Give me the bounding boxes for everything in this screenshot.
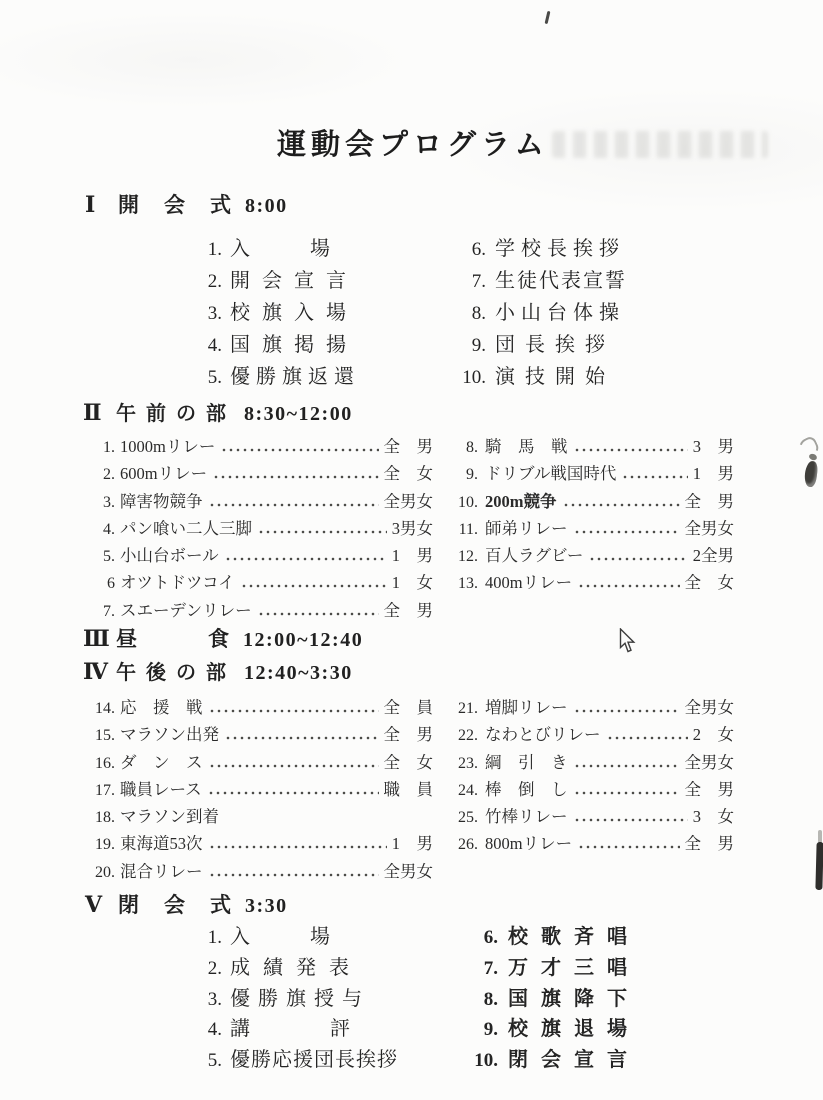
dotted-leader xyxy=(564,503,680,507)
dotted-leader xyxy=(210,845,387,849)
event-name: オツトドツコイ xyxy=(120,573,235,593)
list-item xyxy=(196,951,398,982)
item-number: 6. xyxy=(483,927,498,948)
dotted-leader xyxy=(575,709,680,713)
section-name: 午後の部 xyxy=(116,662,236,684)
section-name: 午前の部 xyxy=(116,403,236,425)
list-item xyxy=(446,951,640,982)
participants: 全 女 xyxy=(684,573,734,593)
list-item xyxy=(446,515,734,542)
ink-smudge-dot xyxy=(808,453,818,461)
item-number: 9. xyxy=(471,335,486,356)
section-name: 開 会 式 xyxy=(118,193,233,217)
item-number: 12. xyxy=(458,548,478,566)
item-number: 7. xyxy=(103,602,115,620)
section-name: 昼 食 xyxy=(116,627,231,651)
participants: 全 男 xyxy=(383,437,433,456)
section-numeral: Ⅲ xyxy=(83,626,110,652)
dotted-leader xyxy=(226,736,379,740)
event-name: 師弟リレー xyxy=(485,518,568,538)
event-name: マラソン到着 xyxy=(120,807,219,827)
item-number: 8. xyxy=(471,303,486,324)
dotted-leader xyxy=(575,791,680,795)
event-name: 騎 馬 戦 xyxy=(485,437,568,456)
item-number: 17. xyxy=(95,781,115,799)
event-name: 綱 引 き xyxy=(485,752,568,772)
section-time: 12:40~3:30 xyxy=(244,662,353,684)
ink-smudge xyxy=(797,438,821,490)
item-label: 優勝応援団長挨拶 xyxy=(230,1049,398,1072)
item-number: 8. xyxy=(466,439,478,456)
closing-list-right xyxy=(446,920,640,1074)
participants: 全 男 xyxy=(684,491,734,511)
item-number: 4. xyxy=(103,520,115,538)
list-item xyxy=(93,694,433,721)
item-label: 閉会宣言 xyxy=(508,1049,640,1072)
event-name: スエーデンリレー xyxy=(120,600,252,620)
list-item xyxy=(446,1012,640,1043)
participants: 全 男 xyxy=(684,779,734,799)
item-number: 3. xyxy=(207,303,222,324)
bleed-through-artifact xyxy=(552,131,768,158)
list-item xyxy=(446,830,734,857)
list-item xyxy=(446,1043,640,1074)
section-time: 8:30~12:00 xyxy=(244,403,353,425)
closing-list-left xyxy=(196,920,398,1074)
event-name: 600mリレー xyxy=(120,464,208,484)
item-label: 生徒代表宣誓 xyxy=(495,270,627,292)
item-number: 1. xyxy=(207,239,222,260)
dotted-leader xyxy=(608,736,688,740)
participants: 2 女 xyxy=(692,725,734,745)
section-numeral: Ⅴ xyxy=(85,892,103,918)
event-name: 200m競争 xyxy=(485,491,557,511)
section-morning-header xyxy=(83,397,353,426)
list-item xyxy=(93,488,433,515)
dotted-leader xyxy=(222,448,378,452)
dotted-leader xyxy=(242,584,387,588)
item-number: 9. xyxy=(483,1019,498,1041)
section-closing-header xyxy=(85,889,288,919)
item-number: 2. xyxy=(207,271,222,292)
item-number: 15. xyxy=(95,727,115,745)
item-number: 23. xyxy=(458,754,478,772)
dotted-leader xyxy=(226,557,387,561)
item-number: 8. xyxy=(483,988,498,1010)
list-item xyxy=(93,830,433,857)
section-time: 8:00 xyxy=(245,195,288,217)
item-number: 14. xyxy=(95,700,115,717)
event-name: ダ ン ス xyxy=(120,752,203,772)
list-item xyxy=(93,803,433,830)
section-time: 12:00~12:40 xyxy=(243,629,364,651)
list-item xyxy=(196,920,398,951)
event-name: 障害物競争 xyxy=(120,491,203,511)
dotted-leader xyxy=(579,845,679,849)
event-name: マラソン出発 xyxy=(120,725,219,745)
list-item xyxy=(93,858,433,885)
list-item xyxy=(446,982,640,1013)
item-number: 1. xyxy=(103,439,115,456)
list-item xyxy=(446,776,734,803)
participants: 全 員 xyxy=(383,698,433,717)
item-label: 開会宣言 xyxy=(230,270,358,292)
item-label: 優勝旗返還 xyxy=(230,366,360,388)
item-number: 3. xyxy=(207,988,222,1010)
participants: 2全男 xyxy=(692,546,734,566)
item-label: 成績発表 xyxy=(230,956,362,979)
item-number: 26. xyxy=(458,836,478,854)
item-label: 国旗掲揚 xyxy=(230,334,358,356)
item-number: 24. xyxy=(458,781,478,799)
dotted-leader xyxy=(590,557,687,561)
list-item xyxy=(448,296,627,328)
participants: 職 員 xyxy=(383,779,433,799)
list-item xyxy=(446,569,734,596)
list-item xyxy=(93,776,433,803)
item-number: 10. xyxy=(462,367,486,388)
page-title: 運動会プログラム xyxy=(277,129,549,161)
item-number: 9. xyxy=(466,466,478,484)
item-label: 講 評 xyxy=(230,1018,350,1041)
list-item xyxy=(93,433,433,460)
section-name: 閉 会 式 xyxy=(118,893,233,917)
item-number: 4. xyxy=(207,335,222,356)
participants: 全 男 xyxy=(383,725,433,745)
item-number: 6 xyxy=(107,575,115,593)
event-name: 竹棒リレー xyxy=(485,807,568,827)
participants: 3 女 xyxy=(692,807,734,827)
item-label: 校歌斉唱 xyxy=(508,926,640,948)
edge-ink-streak xyxy=(815,842,823,890)
dotted-leader xyxy=(214,475,378,479)
list-item xyxy=(93,749,433,776)
list-item xyxy=(93,460,433,487)
item-number: 1. xyxy=(207,927,222,948)
item-label: 優勝旗授与 xyxy=(230,987,370,1010)
participants: 全 男 xyxy=(684,834,734,854)
event-name: 800mリレー xyxy=(485,834,573,854)
item-label: 国旗降下 xyxy=(508,987,640,1010)
section-numeral: Ⅱ xyxy=(83,400,102,426)
item-number: 20. xyxy=(95,863,115,881)
participants: 3 男 xyxy=(692,437,734,456)
dotted-leader xyxy=(210,873,379,877)
event-name: 小山台ボール xyxy=(120,546,219,566)
item-number: 16. xyxy=(95,754,115,772)
event-name: 増脚リレー xyxy=(485,698,568,717)
item-number: 10. xyxy=(474,1050,498,1072)
item-label: 万才三唱 xyxy=(508,956,640,979)
list-item xyxy=(196,1012,398,1043)
dotted-leader xyxy=(575,448,688,452)
item-number: 25. xyxy=(458,809,478,827)
event-name: 応 援 戦 xyxy=(120,698,203,717)
item-number: 7. xyxy=(483,957,498,979)
item-number: 2. xyxy=(207,957,222,979)
list-item xyxy=(196,328,360,360)
item-number: 5. xyxy=(207,1050,222,1072)
item-number: 10. xyxy=(458,493,478,511)
item-number: 22. xyxy=(458,727,478,745)
afternoon-list-left xyxy=(93,694,433,885)
morning-list-right xyxy=(446,433,734,597)
event-name: 1000mリレー xyxy=(120,437,216,456)
list-item xyxy=(448,232,627,264)
participants: 3男女 xyxy=(391,518,433,538)
participants: 1 男 xyxy=(391,834,433,854)
list-item xyxy=(446,542,734,569)
list-item xyxy=(196,360,360,392)
dotted-leader xyxy=(623,475,687,479)
event-name: パン喰い二人三脚 xyxy=(120,518,252,538)
list-item xyxy=(196,232,360,264)
section-afternoon-header xyxy=(83,656,353,685)
item-number: 4. xyxy=(207,1019,222,1041)
list-item xyxy=(93,542,433,569)
item-label: 小山台体操 xyxy=(495,302,625,324)
list-item xyxy=(93,515,433,542)
participants: 全男女 xyxy=(383,491,433,511)
event-name: 百人ラグビー xyxy=(485,546,584,566)
dotted-leader xyxy=(259,530,387,534)
dotted-leader xyxy=(210,709,379,713)
opening-list-left xyxy=(196,232,360,392)
event-name: 東海道53次 xyxy=(120,834,203,854)
list-item xyxy=(93,569,433,596)
section-numeral: Ⅰ xyxy=(85,192,96,218)
participants: 1 男 xyxy=(391,546,433,566)
list-item xyxy=(448,328,627,360)
item-label: 入 場 xyxy=(230,926,330,948)
list-item xyxy=(93,721,433,748)
dotted-leader xyxy=(575,764,680,768)
section-time: 3:30 xyxy=(245,895,288,917)
morning-list-left xyxy=(93,433,433,624)
list-item xyxy=(446,749,734,776)
participants: 全 女 xyxy=(383,464,433,484)
event-name: ドリブル戦国時代 xyxy=(485,464,617,484)
opening-list-right xyxy=(448,232,627,392)
item-label: 演技開始 xyxy=(495,366,615,388)
list-item xyxy=(446,920,640,951)
event-name: なわとびリレー xyxy=(485,725,601,745)
list-item xyxy=(196,296,360,328)
item-number: 5. xyxy=(207,367,222,388)
list-item xyxy=(446,694,734,721)
item-number: 5. xyxy=(103,548,115,566)
item-number: 2. xyxy=(103,466,115,484)
item-label: 入 場 xyxy=(230,238,330,260)
list-item xyxy=(446,803,734,830)
item-label: 校旗退場 xyxy=(508,1018,640,1041)
dotted-leader xyxy=(575,818,688,822)
scan-speck xyxy=(545,11,551,24)
dotted-leader xyxy=(575,530,680,534)
list-item xyxy=(196,982,398,1013)
afternoon-list-right xyxy=(446,694,734,858)
item-number: 21. xyxy=(458,700,478,717)
section-numeral: Ⅳ xyxy=(83,659,108,685)
ink-smudge-blob xyxy=(803,460,818,487)
item-label: 校旗入場 xyxy=(230,302,358,324)
item-label: 団長挨拶 xyxy=(495,334,615,356)
item-number: 18. xyxy=(95,809,115,827)
list-item xyxy=(446,488,734,515)
participants: 全男女 xyxy=(684,518,734,538)
list-item xyxy=(196,264,360,296)
participants: 全男女 xyxy=(383,861,433,881)
item-number: 3. xyxy=(103,493,115,511)
participants: 1 男 xyxy=(692,464,734,484)
event-name: 混合リレー xyxy=(120,861,203,881)
item-number: 6. xyxy=(471,239,486,260)
item-number: 19. xyxy=(95,836,115,854)
item-number: 13. xyxy=(458,575,478,593)
section-lunch-header xyxy=(83,623,363,653)
participants: 全男女 xyxy=(684,698,734,717)
list-item xyxy=(448,264,627,296)
mouse-cursor-icon xyxy=(619,628,636,659)
dotted-leader xyxy=(210,503,379,507)
list-item xyxy=(446,433,734,460)
event-name: 棒 倒 し xyxy=(485,779,568,799)
dotted-leader xyxy=(210,764,379,768)
event-name: 400mリレー xyxy=(485,573,573,593)
item-number: 7. xyxy=(471,271,486,292)
list-item xyxy=(196,1043,398,1074)
list-item xyxy=(446,460,734,487)
list-item xyxy=(93,597,433,624)
event-name: 職員レース xyxy=(120,779,202,799)
item-number: 11. xyxy=(458,520,478,538)
list-item xyxy=(448,360,627,392)
dotted-leader xyxy=(579,584,679,588)
item-label: 学校長挨拶 xyxy=(495,238,625,260)
dotted-leader xyxy=(259,612,379,616)
section-opening-header xyxy=(85,189,288,219)
participants: 全 女 xyxy=(383,752,433,772)
participants: 1 女 xyxy=(391,573,433,593)
participants: 全 男 xyxy=(383,600,433,620)
dotted-leader xyxy=(209,791,379,795)
participants: 全男女 xyxy=(684,752,734,772)
list-item xyxy=(446,721,734,748)
